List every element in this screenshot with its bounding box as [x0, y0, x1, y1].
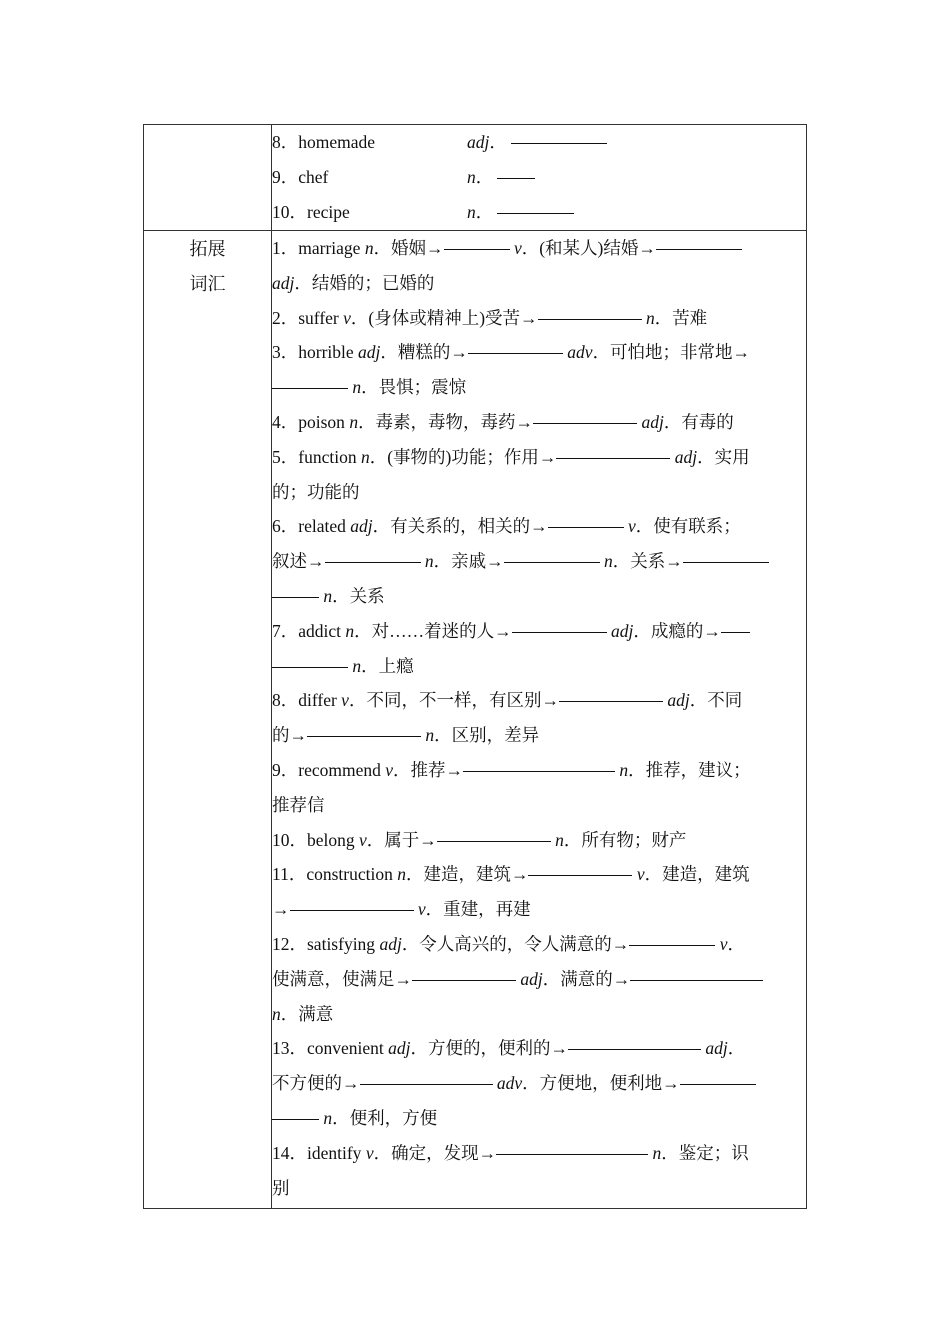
answer-blank[interactable]: [630, 979, 763, 981]
vocab-item-differ: 8．differ v．不同，不一样，有区别→ adj．不同 的→ n．区别，差异: [272, 690, 743, 746]
word-item: 10．recipe n．: [272, 195, 806, 230]
answer-blank[interactable]: [307, 735, 421, 737]
answer-blank[interactable]: [325, 561, 421, 563]
answer-blank[interactable]: [412, 979, 516, 981]
answer-blank[interactable]: [437, 840, 551, 842]
answer-blank[interactable]: [721, 631, 750, 633]
answer-blank[interactable]: [538, 318, 642, 320]
word-item: 8．homemade adj．: [272, 125, 806, 160]
basic-words-row: [144, 125, 807, 231]
answer-blank[interactable]: [444, 248, 510, 250]
answer-blank[interactable]: [528, 874, 632, 876]
section-label-line: 词汇: [189, 274, 226, 294]
answer-blank[interactable]: [656, 248, 742, 250]
answer-blank[interactable]: [272, 666, 348, 668]
answer-blank[interactable]: [497, 177, 535, 179]
section-label-cell: [144, 231, 272, 1209]
answer-blank[interactable]: [496, 1153, 648, 1155]
vocab-item-belong: 10．belong v．属于→ n．所有物；财产: [272, 829, 687, 850]
item-word: chef: [298, 167, 329, 187]
answer-blank[interactable]: [559, 700, 663, 702]
answer-blank[interactable]: [568, 1048, 701, 1050]
item-number: 10．: [272, 202, 307, 222]
vocab-item-marriage: 1．marriage n．婚姻→ v．(和某人)结婚→ adj．结婚的；已婚的: [272, 231, 806, 301]
answer-blank[interactable]: [272, 1118, 319, 1120]
extended-words-row: [144, 231, 807, 1209]
vocab-item-poison: 4．poison n．毒素，毒物，毒药→ adj．有毒的: [272, 411, 734, 432]
answer-blank[interactable]: [533, 422, 637, 424]
part-of-speech: n: [467, 202, 476, 222]
answer-blank[interactable]: [504, 561, 600, 563]
item-number: 8．: [272, 132, 299, 152]
part-of-speech: adj: [467, 132, 490, 152]
answer-blank[interactable]: [290, 909, 414, 911]
answer-blank[interactable]: [468, 352, 563, 354]
answer-blank[interactable]: [629, 944, 715, 946]
answer-blank[interactable]: [556, 457, 670, 459]
vocab-item-construction: 11．construction n．建造，建筑→ v．建造，建筑 → v．重建，再建: [272, 864, 750, 920]
answer-blank[interactable]: [272, 596, 319, 598]
vocab-item-identify: 14．identify v．确定，发现→ n．鉴定；识 别: [272, 1142, 749, 1198]
vocab-item-satisfying: 12．satisfying adj．令人高兴的，令人满意的→ v． 使满意，使满足→ adj．满意的→ n．满意: [272, 927, 806, 1031]
vocab-item-horrible: 3．horrible adj．糟糕的→ adv．可怕地；非常地→ n．畏惧；震惊: [272, 342, 751, 398]
answer-blank[interactable]: [463, 770, 615, 772]
item-word: homemade: [298, 132, 376, 152]
answer-blank[interactable]: [683, 561, 769, 563]
answer-blank[interactable]: [680, 1083, 756, 1085]
item-number: 9．: [272, 167, 299, 187]
item-word: recipe: [307, 202, 350, 222]
answer-blank[interactable]: [360, 1083, 493, 1085]
empty-label-cell: [144, 125, 272, 231]
extended-words-cell: [272, 231, 807, 1209]
answer-blank[interactable]: [511, 142, 607, 144]
answer-blank[interactable]: [512, 631, 607, 633]
vocab-item-recommend: 9．recommend v．推荐→ n．推荐，建议； 推荐信: [272, 759, 751, 815]
basic-words-cell: [272, 125, 807, 231]
vocab-item-related: 6．related adj．有关系的，相关的→ v．使有联系； 叙述→ n．亲戚→ n．关系→ n．关系: [272, 509, 806, 613]
vocabulary-table: [143, 124, 807, 1209]
answer-blank[interactable]: [497, 212, 574, 214]
word-item: 9．chef n．: [272, 160, 806, 195]
section-label-line: 拓展: [189, 239, 226, 259]
answer-blank[interactable]: [548, 526, 624, 528]
vocab-item-suffer: 2．suffer v．(身体或精神上)受苦→ n．苦难: [272, 307, 708, 328]
vocab-item-convenient: 13．convenient adj．方便的，便利的→ adj． 不方便的→ adv．方便地，便利地→ n．便利，方便: [272, 1031, 806, 1135]
vocab-item-function: 5．function n．(事物的)功能；作用→ adj．实用 的；功能的: [272, 446, 750, 502]
answer-blank[interactable]: [272, 387, 348, 389]
vocab-item-addict: 7．addict n．对……着迷的人→ adj．成瘾的→ n．上瘾: [272, 614, 806, 684]
part-of-speech: n: [467, 167, 476, 187]
